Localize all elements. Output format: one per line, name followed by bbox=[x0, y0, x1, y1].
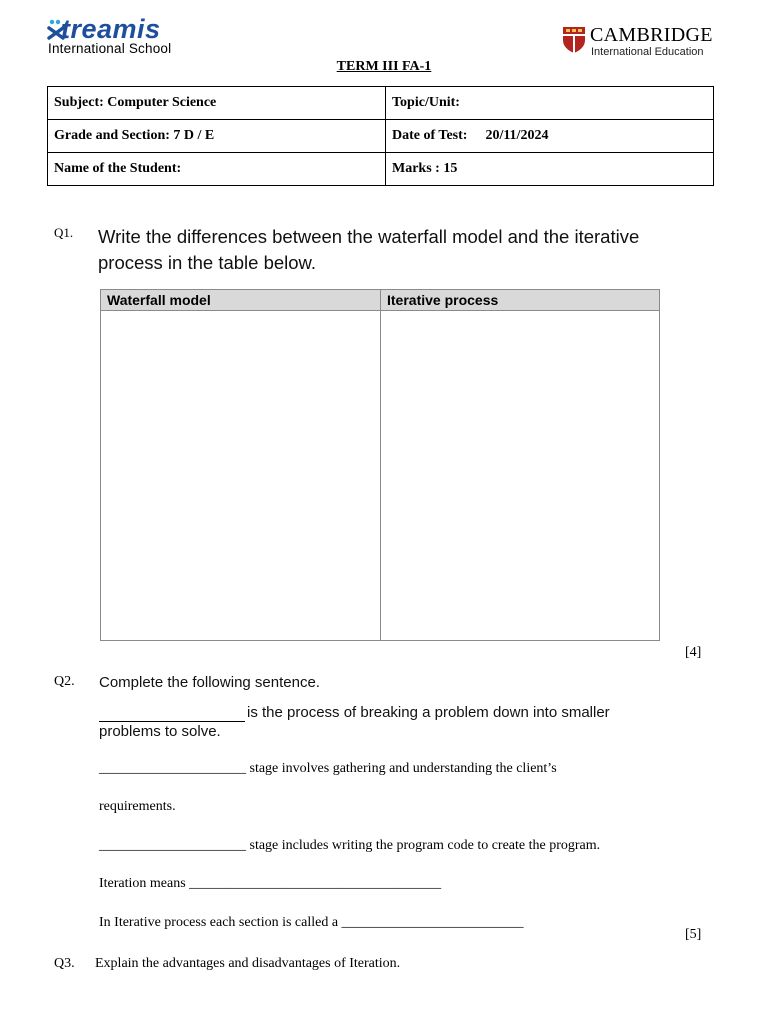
answer-blank[interactable] bbox=[99, 707, 245, 722]
q1-text: Write the differences between the waterfall model and the iterative process in the table below. bbox=[98, 226, 640, 273]
waterfall-header: Waterfall model bbox=[101, 290, 381, 311]
school-subtitle: International School bbox=[48, 41, 172, 56]
q3-number: Q3. bbox=[54, 956, 75, 971]
q2-line-requirements: _____________________ stage involves gathering and understanding the client’s bbox=[99, 761, 557, 776]
q3-text: Explain the advantages and disadvantages of Iteration. bbox=[95, 956, 401, 971]
iterative-answer-cell[interactable] bbox=[381, 311, 660, 641]
q2-sentence-text: is the process of breaking a problem down into smaller problems to solve. bbox=[99, 704, 610, 740]
iterative-header: Iterative process bbox=[381, 290, 660, 311]
q2-line-coding: _____________________ stage includes writing the program code to create the program. bbox=[99, 838, 601, 853]
date-value: 20/11/2024 bbox=[485, 128, 549, 143]
differences-table bbox=[100, 289, 660, 641]
table-row bbox=[48, 120, 714, 153]
date-label: Date of Test: bbox=[392, 128, 468, 143]
q2-sentence bbox=[99, 703, 659, 741]
cambridge-name: CAMBRIDGE bbox=[590, 24, 713, 46]
date-cell bbox=[386, 120, 714, 153]
q2-line-section: In Iterative process each section is called a __________________________ bbox=[99, 915, 524, 930]
grade-cell: Grade and Section: 7 D / E bbox=[48, 120, 386, 153]
topic-cell: Topic/Unit: bbox=[386, 87, 714, 120]
table-row bbox=[101, 311, 660, 641]
marks-cell: Marks : 15 bbox=[386, 153, 714, 186]
waterfall-answer-cell[interactable] bbox=[101, 311, 381, 641]
q1-number: Q1. bbox=[54, 225, 74, 240]
q2-number: Q2. bbox=[54, 674, 75, 689]
school-logo bbox=[47, 14, 207, 58]
q2-marks: [5] bbox=[685, 927, 702, 942]
q2-heading: Complete the following sentence. bbox=[99, 674, 320, 691]
table-header-row bbox=[101, 290, 660, 311]
school-brand-name: treamis bbox=[61, 14, 161, 44]
page-title: TERM III FA-1 bbox=[336, 59, 432, 74]
info-table bbox=[47, 86, 714, 186]
cambridge-shield-icon bbox=[562, 26, 586, 54]
subject-cell: Subject: Computer Science bbox=[48, 87, 386, 120]
table-row bbox=[48, 153, 714, 186]
cambridge-subtitle: International Education bbox=[591, 46, 704, 58]
student-name-cell: Name of the Student: bbox=[48, 153, 386, 186]
q2-line-requirements-cont: requirements. bbox=[99, 799, 176, 814]
table-row bbox=[48, 87, 714, 120]
q1-marks: [4] bbox=[685, 645, 702, 660]
q2-line-iteration: Iteration means ____________________________________ bbox=[99, 876, 442, 891]
cambridge-logo bbox=[562, 24, 722, 64]
